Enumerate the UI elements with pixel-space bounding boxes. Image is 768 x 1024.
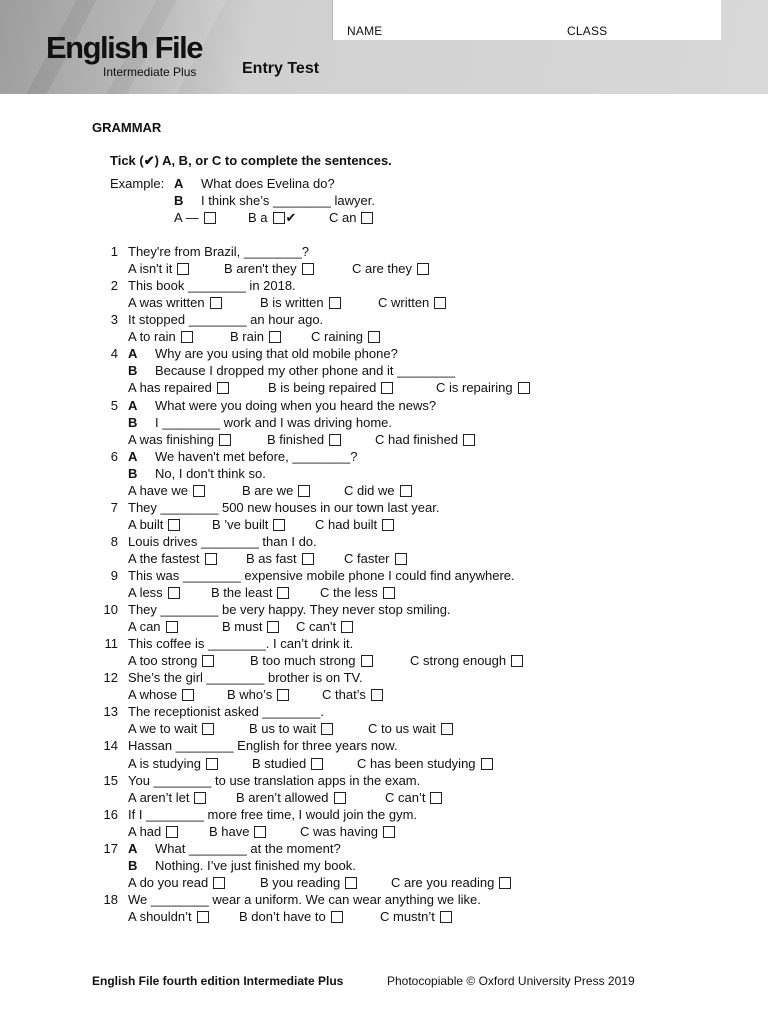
- answer-checkbox[interactable]: [331, 911, 343, 923]
- answer-option: B don’t have to: [239, 908, 343, 925]
- answer-checkbox[interactable]: [273, 519, 285, 531]
- question-text: This book ________ in 2018.: [128, 278, 296, 294]
- answer-option: C had finished: [375, 431, 475, 448]
- answer-checkbox[interactable]: [329, 297, 341, 309]
- question-text: If I ________ more free time, I would join the gym.: [128, 806, 418, 822]
- question-text: The receptionist asked ________.: [128, 704, 324, 720]
- answer-option: C mustn’t: [380, 908, 452, 925]
- answer-option: C written: [378, 294, 446, 311]
- answer-checkbox[interactable]: [383, 587, 395, 599]
- answer-checkbox[interactable]: [302, 553, 314, 565]
- answer-checkbox[interactable]: [400, 485, 412, 497]
- answer-checkbox[interactable]: [197, 911, 209, 923]
- question-text: What ________ at the moment?: [155, 840, 341, 856]
- answer-option: B have: [209, 823, 266, 840]
- answer-checkbox[interactable]: [368, 331, 380, 343]
- answer-checkbox[interactable]: [168, 587, 180, 599]
- instructions: Tick (✔) A, B, or C to complete the sentences.: [110, 153, 392, 168]
- question-number: 9: [110, 568, 118, 583]
- speaker-marker: A: [128, 346, 138, 362]
- question-number: 11: [104, 636, 118, 652]
- speaker-marker: B: [128, 414, 138, 430]
- answer-checkbox[interactable]: [206, 758, 218, 770]
- answer-option: A have we: [128, 482, 205, 499]
- answer-option: C did we: [344, 482, 412, 499]
- answer-checkbox[interactable]: [182, 689, 194, 701]
- answer-option: B aren’t allowed: [236, 789, 346, 806]
- answer-checkbox[interactable]: [205, 553, 217, 565]
- answer-checkbox[interactable]: [381, 382, 393, 394]
- class-label: CLASS: [567, 24, 608, 38]
- answer-checkbox[interactable]: [361, 655, 373, 667]
- answer-checkbox[interactable]: [441, 723, 453, 735]
- answer-checkbox[interactable]: [417, 263, 429, 275]
- example-marker-b: B: [174, 193, 184, 208]
- answer-option: B rain: [230, 328, 281, 345]
- answer-checkbox[interactable]: [202, 655, 214, 667]
- question-text: What were you doing when you heard the news?: [155, 397, 437, 413]
- answer-checkbox[interactable]: [166, 826, 178, 838]
- answer-checkbox[interactable]: [383, 826, 395, 838]
- question-text: They're from Brazil, ________?: [128, 244, 309, 259]
- answer-option: C can’t: [385, 789, 442, 806]
- answer-checkbox[interactable]: [219, 434, 231, 446]
- example-marker-a: A: [174, 176, 184, 191]
- answer-checkbox[interactable]: [202, 723, 214, 735]
- question-text: We ________ wear a uniform. We can wear anything we like.: [128, 891, 481, 907]
- answer-checkbox[interactable]: [329, 434, 341, 446]
- question-number: 5: [110, 397, 118, 413]
- answer-checkbox[interactable]: [518, 382, 530, 394]
- question-text: This coffee is ________. I can’t drink it.: [128, 636, 354, 652]
- question-number: 4: [110, 346, 118, 362]
- question-number: 2: [110, 278, 118, 294]
- answer-option: C had built: [315, 516, 394, 533]
- answer-option: B studied: [252, 755, 323, 772]
- answer-option: C are you reading: [391, 874, 511, 891]
- answer-checkbox[interactable]: [267, 621, 279, 633]
- answer-option: A has repaired: [128, 379, 229, 396]
- answer-option: B ’ve built: [212, 516, 285, 533]
- question-number: 14: [103, 738, 118, 754]
- answer-option: A shouldn’t: [128, 908, 209, 925]
- tick-icon: ✔: [285, 210, 297, 225]
- example-text-a: What does Evelina do?: [201, 176, 335, 191]
- footer-edition: English File fourth edition Intermediate Plus: [92, 974, 344, 988]
- answer-option: B us to wait: [249, 720, 333, 737]
- answer-checkbox[interactable]: [499, 877, 511, 889]
- answer-checkbox[interactable]: [321, 723, 333, 735]
- answer-option: B who’s: [227, 686, 289, 703]
- question-text: She’s the girl ________ brother is on TV.: [128, 670, 363, 686]
- question-number: 7: [110, 499, 118, 515]
- answer-option: C are they: [352, 260, 429, 277]
- question-number: 1: [110, 244, 118, 259]
- answer-option: C was having: [300, 823, 395, 840]
- answer-checkbox[interactable]: [345, 877, 357, 889]
- answer-checkbox[interactable]: [217, 382, 229, 394]
- answer-checkbox[interactable]: [371, 689, 383, 701]
- question-text: I ________ work and I was driving home.: [155, 414, 393, 430]
- footer-copyright: Photocopiable © Oxford University Press 2019: [387, 974, 635, 988]
- question-text: It stopped ________ an hour ago.: [128, 312, 324, 328]
- answer-checkbox[interactable]: [481, 758, 493, 770]
- answer-option: B aren't they: [224, 260, 314, 277]
- answer-option: C strong enough: [410, 652, 523, 669]
- answer-option: C raining: [311, 328, 380, 345]
- question-number: 3: [110, 312, 118, 328]
- answer-option: C the less: [320, 584, 395, 601]
- answer-option: A is studying: [128, 755, 218, 772]
- name-class-box: [332, 0, 721, 40]
- answer-checkbox[interactable]: [341, 621, 353, 633]
- answer-option: C is repairing: [436, 379, 530, 396]
- answer-option: B the least: [211, 584, 289, 601]
- answer-option: B too much strong: [250, 652, 373, 669]
- answer-option: B must: [222, 618, 279, 635]
- answer-checkbox[interactable]: [181, 331, 193, 343]
- question-number: 15: [103, 772, 118, 788]
- answer-option: A whose: [128, 686, 194, 703]
- question-number: 13: [103, 704, 118, 720]
- answer-checkbox[interactable]: [382, 519, 394, 531]
- answer-checkbox[interactable]: [168, 519, 180, 531]
- answer-option: A had: [128, 823, 178, 840]
- example-label: Example:: [110, 176, 165, 191]
- section-heading: GRAMMAR: [92, 120, 162, 135]
- speaker-marker: B: [128, 363, 138, 379]
- speaker-marker: B: [128, 465, 138, 481]
- answer-checkbox[interactable]: [311, 758, 323, 770]
- question-number: 8: [110, 533, 118, 549]
- level-label: Intermediate Plus: [103, 65, 197, 79]
- answer-option: A to rain: [128, 328, 193, 345]
- answer-checkbox[interactable]: [269, 331, 281, 343]
- question-text: This was ________ expensive mobile phone I could find anywhere.: [128, 568, 515, 583]
- answer-checkbox[interactable]: [166, 621, 178, 633]
- question-text: No, I don't think so.: [155, 465, 266, 481]
- answer-checkbox[interactable]: [463, 434, 475, 446]
- speaker-marker: A: [128, 840, 138, 856]
- answer-option: A can: [128, 618, 178, 635]
- question-text: They ________ 500 new houses in our town last year.: [128, 499, 440, 515]
- question-text: We haven't met before, ________?: [155, 448, 358, 464]
- question-text: Because I dropped my other phone and it ________: [155, 363, 455, 379]
- answer-option: A isn't it: [128, 260, 189, 277]
- answer-checkbox[interactable]: [177, 263, 189, 275]
- answer-checkbox[interactable]: [434, 297, 446, 309]
- answer-option: A too strong: [128, 652, 214, 669]
- answer-option: C that’s: [322, 686, 383, 703]
- question-number: 10: [103, 602, 118, 617]
- checkbox-ticked[interactable]: [273, 212, 285, 224]
- answer-option: C has been studying: [357, 755, 493, 772]
- answer-option: A do you read: [128, 874, 225, 891]
- example-option-c: C an: [329, 209, 373, 226]
- answer-option: C can't: [296, 618, 353, 635]
- example-option-a: A —: [174, 209, 216, 226]
- answer-checkbox[interactable]: [430, 792, 442, 804]
- answer-option: B you reading: [260, 874, 357, 891]
- answer-checkbox[interactable]: [511, 655, 523, 667]
- question-number: 18: [103, 891, 118, 907]
- answer-checkbox[interactable]: [194, 792, 206, 804]
- answer-option: B as fast: [246, 550, 314, 567]
- question-text: You ________ to use translation apps in the exam.: [128, 772, 421, 788]
- question-text: Hassan ________ English for three years now.: [128, 738, 398, 754]
- speaker-marker: A: [128, 397, 138, 413]
- question-number: 17: [103, 840, 118, 856]
- answer-checkbox[interactable]: [213, 877, 225, 889]
- example-option-b: B a ✔: [248, 210, 297, 225]
- speaker-marker: A: [128, 448, 138, 464]
- question-number: 16: [103, 806, 118, 822]
- question-text: They ________ be very happy. They never stop smiling.: [128, 602, 451, 617]
- answer-option: B are we: [242, 482, 310, 499]
- checkbox[interactable]: [361, 212, 373, 224]
- answer-checkbox[interactable]: [210, 297, 222, 309]
- page-header: [0, 0, 768, 94]
- answer-checkbox[interactable]: [440, 911, 452, 923]
- answer-option: B is being repaired: [268, 379, 393, 396]
- question-text: Why are you using that old mobile phone?: [155, 346, 398, 362]
- answer-checkbox[interactable]: [277, 689, 289, 701]
- test-title: Entry Test: [242, 60, 320, 77]
- question-text: Nothing. I’ve just finished my book.: [155, 857, 356, 873]
- question-number: 12: [103, 670, 118, 686]
- answer-option: A was finishing: [128, 431, 231, 448]
- answer-option: A aren’t let: [128, 789, 206, 806]
- answer-option: A was written: [128, 294, 222, 311]
- checkbox[interactable]: [204, 212, 216, 224]
- answer-checkbox[interactable]: [334, 792, 346, 804]
- answer-option: B finished: [267, 431, 341, 448]
- answer-option: A we to wait: [128, 720, 214, 737]
- answer-checkbox[interactable]: [193, 485, 205, 497]
- name-label: NAME: [347, 24, 383, 38]
- brand-logo: English File: [46, 30, 202, 65]
- answer-checkbox[interactable]: [395, 553, 407, 565]
- answer-option: A less: [128, 584, 180, 601]
- answer-option: C to us wait: [368, 720, 453, 737]
- answer-option: A the fastest: [128, 550, 217, 567]
- question-number: 6: [110, 448, 118, 464]
- answer-checkbox[interactable]: [254, 826, 266, 838]
- example-text-b: I think she’s ________ lawyer.: [201, 193, 375, 208]
- answer-checkbox[interactable]: [298, 485, 310, 497]
- speaker-marker: B: [128, 857, 138, 873]
- question-text: Louis drives ________ than I do.: [128, 533, 317, 549]
- answer-option: C faster: [344, 550, 407, 567]
- answer-checkbox[interactable]: [302, 263, 314, 275]
- answer-option: A built: [128, 516, 180, 533]
- answer-checkbox[interactable]: [277, 587, 289, 599]
- answer-option: B is written: [260, 294, 341, 311]
